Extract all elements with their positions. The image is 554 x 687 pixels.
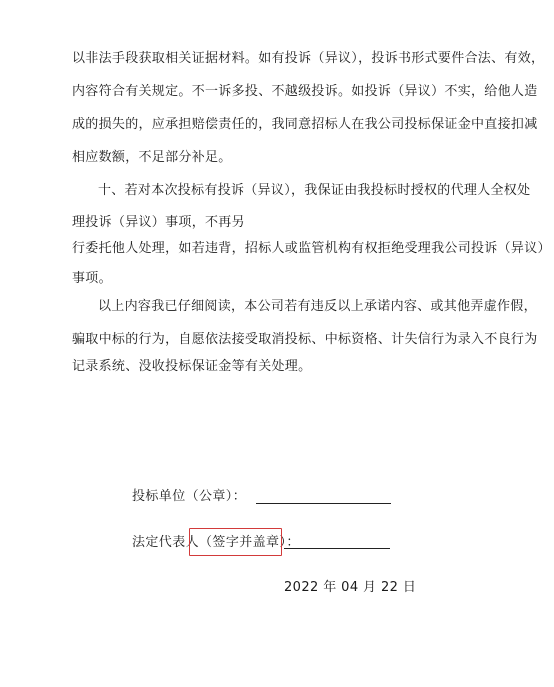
body-line-1: 以非法手段获取相关证据材料。如有投诉（异议），投诉书形式要件合法、有效，	[72, 51, 545, 66]
legal-rep-label-text: 法定代表人	[132, 535, 200, 550]
bidder-unit-signature-line	[256, 503, 391, 504]
closing-line-1: 以上内容我已仔细阅读，本公司若有违反以上承诺内容、或其他弄虚作假，	[98, 299, 537, 314]
legal-rep-colon: ：	[286, 535, 300, 550]
clause-ten-line-3: 行委托他人处理，如若违背，招标人或监管机构有权拒绝受理我公司投诉（异议）	[72, 241, 551, 256]
clause-ten-line-2: 理投诉（异议）事项，不再另	[72, 215, 245, 230]
clause-ten-line-1: 十、若对本次投标有投诉（异议），我保证由我投标时授权的代理人全权处	[98, 183, 531, 198]
body-line-2: 内容符合有关规定。不一诉多投、不越级投诉。如投诉（异议）不实，给他人造	[72, 84, 538, 99]
closing-line-3: 记录系统、没收投标保证金等有关处理。	[72, 359, 312, 374]
bidder-unit-label: 投标单位（公章）：	[132, 489, 247, 504]
body-line-3: 成的损失的，应承担赔偿责任的，我同意招标人在我公司投标保证金中直接扣减	[72, 117, 538, 132]
legal-rep-signature-line	[284, 548, 390, 549]
sign-and-seal-label: （签字并盖章）	[199, 535, 287, 550]
body-line-4: 相应数额，不足部分补足。	[72, 150, 232, 165]
sign-and-seal-highlight-box	[189, 528, 282, 556]
closing-line-2: 骗取中标的行为，自愿依法接受取消投标、中标资格、计失信行为录入不良行为	[72, 332, 538, 347]
signing-date: 2022 年 04 月 22 日	[284, 580, 417, 595]
clause-ten-line-4: 事项。	[72, 271, 112, 286]
